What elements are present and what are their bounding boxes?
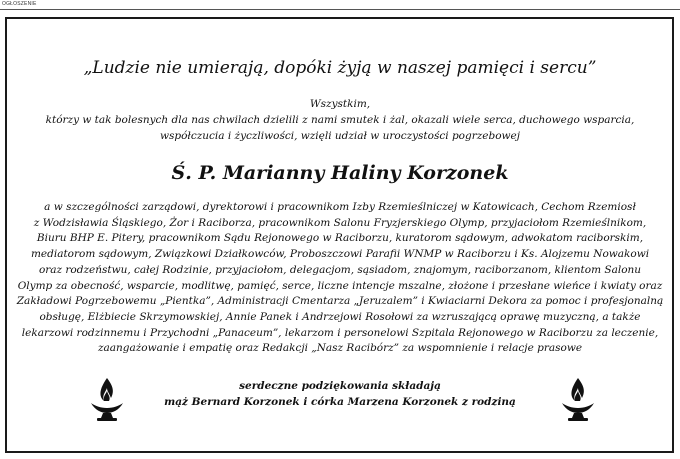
thanks-line: Wszystkim, (309, 98, 371, 110)
section-label: OGŁOSZENIE (2, 1, 37, 7)
top-rule (0, 9, 680, 10)
acknowledgements-paragraph (0, 200, 680, 357)
signature-line: mąż Bernard Korzonek i córka Marzena Korzonek z rodziną (164, 396, 516, 408)
body-line: zaangażowanie i empatię oraz Redakcji „Nasz Racibórz” za wspomnienie i relacje prasowe (97, 342, 583, 355)
body-line: Biuru BHP E. Pitery, pracownikom Sądu Rejonowego w Raciborzu, kuratorom sądowym, adwokatom raciborskim, (36, 232, 644, 245)
body-line: lekarzowi rodzinnemu i Przychodni „Panaceum”, lekarzom i personelowi Szpitala Rejonowego w Raciborzu za leczenie, (21, 326, 659, 339)
body-line: a w szczególności zarządowi, dyrektorowi i pracownikom Izby Rzemieślniczej w Katowicach, Cechom Rzemiosł (44, 201, 636, 213)
body-line: Olymp za obecność, wsparcie, modlitwę, pamięć, serce, liczne intencje mszalne, złożone i przesłane wieńce i kwiaty oraz (17, 279, 663, 292)
body-line: Zakładowi Pogrzebowemu „Pientka”, Administracji Cmentarza „Jeruzalem” i Kwiaciarni Dekora za pomoc i profesjonalną (16, 295, 664, 308)
thanks-line: którzy w tak bolesnych dla nas chwilach dzielili z nami smutek i żal, okazali wiele serca, duchowego wsparcia, (45, 114, 635, 126)
body-line: oraz rodzeństwu, całej Rodzinie, przyjaciołom, delegacjom, sąsiadom, znajomym, raciborzanom, klientom Salonu (38, 263, 642, 276)
body-line: z Wodzisławia Śląskiego, Żor i Raciborza, pracownikom Salonu Fryzjerskiego Olymp, przyjaciołom Rzemieślnikom, (33, 216, 647, 229)
body-line: mediatorom sądowym, Związkowi Działkowców, Proboszczowi Parafii WNMP w Raciborzu i Ks. Alojzemu Nowakowi (30, 248, 650, 261)
memorial-flame-icon (560, 376, 596, 422)
thanks-line: współczucia i życzliwości, wzięli udział w uroczystości pogrzebowej (160, 130, 520, 142)
body-line: obsługę, Elżbiecie Skrzymowskiej, Annie Panek i Andrzejowi Rosołowi za wzruszającą oprawę muzyczną, a także (39, 310, 641, 323)
memorial-flame-icon (89, 376, 125, 422)
quote: „Ludzie nie umierają, dopóki żyją w naszej pamięci i sercu” (83, 58, 597, 78)
deceased-name: Ś. P. Marianny Haliny Korzonek (171, 162, 509, 184)
thanks-paragraph (0, 96, 680, 144)
signature-line: serdeczne podziękowania składają (239, 380, 441, 392)
